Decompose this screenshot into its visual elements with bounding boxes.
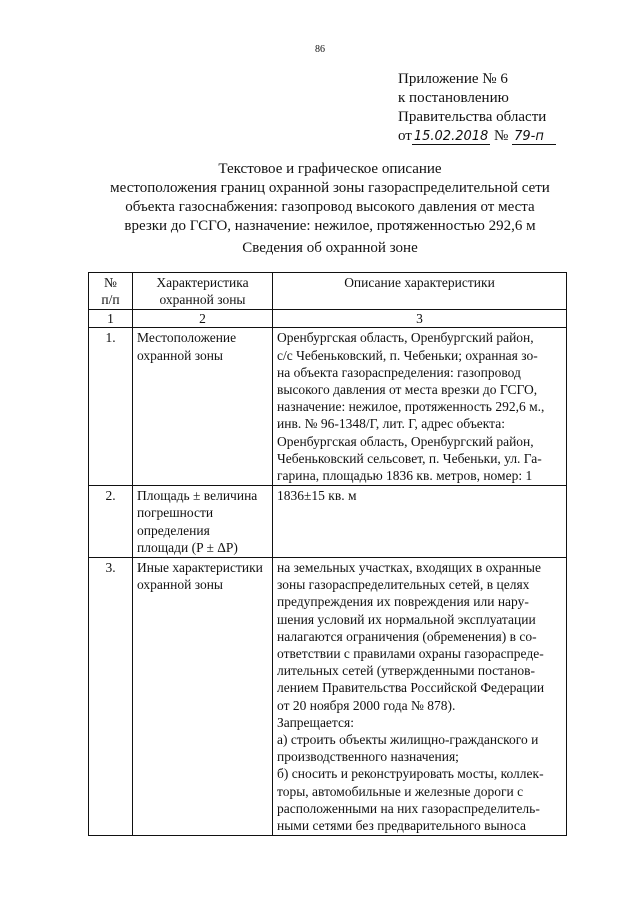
cell-line: 1836±15 кв. м <box>277 488 357 504</box>
row-characteristic <box>133 558 273 836</box>
cell-line: предупреждения их повреждения или нару- <box>277 594 529 610</box>
appendix-title: Приложение № 6 <box>398 71 508 87</box>
row-number: 1. <box>89 328 133 486</box>
cell-line: на объекта газораспределения: газопровод <box>277 364 521 380</box>
cell-line: торы, автомобильные и железные дороги с <box>277 783 524 799</box>
row-characteristic <box>133 486 273 558</box>
cell-line: шения условий их нормальной эксплуатации <box>277 611 536 627</box>
zone-info-table <box>88 272 567 836</box>
cell-line: лительных сетей (утвержденными постанов- <box>277 663 536 679</box>
title-line: врезки до ГСГО, назначение: нежилое, протяженностью 292,6 м <box>124 218 536 234</box>
column-index-row <box>89 310 567 328</box>
date-prefix: от <box>398 128 412 144</box>
row-characteristic <box>133 328 273 486</box>
table-row <box>89 558 567 836</box>
cell-line: на земельных участках, входящих в охранные <box>277 560 541 576</box>
cell-line: площади (P ± ΔP) <box>137 539 238 555</box>
cell-line: лением Правительства Российской Федерации <box>277 680 545 696</box>
cell-line: ответствии с правилами охраны газораспреде- <box>277 646 544 662</box>
page-number: 86 <box>315 44 325 55</box>
cell-line: гарина, площадью 1836 кв. метров, номер: 1 <box>277 468 533 484</box>
handwritten-date: 15.02.2018 <box>413 129 489 144</box>
cell-line: инв. № 96-1348/Г, лит. Г, адрес объекта: <box>277 416 505 432</box>
row-number: 2. <box>89 486 133 558</box>
header-char-line1: Характеристика <box>156 275 249 290</box>
section-subtitle: Сведения об охранной зоне <box>242 240 418 256</box>
cell-line: Площадь ± величина <box>137 488 258 504</box>
column-index: 3 <box>273 310 567 328</box>
cell-line: расположенными на них газораспределитель- <box>277 800 540 816</box>
header-number-line1: № <box>104 275 117 290</box>
cell-line: назначение: нежилое, протяженность 292,6 м., <box>277 399 545 415</box>
cell-line: Запрещается: <box>277 714 354 730</box>
cell-line: Местоположение <box>137 330 237 346</box>
cell-line: с/с Чебеньковский, п. Чебеньки; охранная зо- <box>277 347 538 363</box>
header-number <box>89 273 133 310</box>
appendix-date-line <box>398 127 628 146</box>
cell-line: производственного назначения; <box>277 749 459 765</box>
cell-line: Чебеньковский сельсовет, п. Чебеньки, ул. Га- <box>277 450 542 466</box>
header-char-line2: охранной зоны <box>159 292 246 308</box>
title-line: объекта газоснабжения: газопровод высокого давления от места <box>125 199 535 215</box>
cell-line: б) сносить и реконструировать мосты, коллек- <box>277 766 544 782</box>
cell-line: Оренбургская область, Оренбургский район, <box>277 330 534 346</box>
cell-line: определения <box>137 522 210 538</box>
column-index: 1 <box>89 310 133 328</box>
row-description <box>273 328 567 486</box>
appendix-government: Правительства области <box>398 109 547 125</box>
column-index: 2 <box>133 310 273 328</box>
appendix-resolution: к постановлению <box>398 90 509 106</box>
table-row <box>89 486 567 558</box>
cell-line: охранной зоны <box>137 347 224 363</box>
header-description: Описание характеристики <box>273 273 567 310</box>
table-row <box>89 328 567 486</box>
cell-line: Иные характеристики <box>137 560 263 576</box>
header-characteristic <box>133 273 273 310</box>
handwritten-number: 79-п <box>512 130 556 145</box>
row-number: 3. <box>89 558 133 836</box>
cell-line: налагаются ограничения (обременения) в со- <box>277 628 537 644</box>
cell-line: от 20 ноября 2000 года № 878). <box>277 697 456 713</box>
cell-line: Оренбургская область, Оренбургский район, <box>277 433 534 449</box>
row-description <box>273 486 567 558</box>
cell-line: а) строить объекты жилищно-гражданского и <box>277 732 539 748</box>
header-number-line2: п/п <box>101 292 120 308</box>
cell-line: ными сетями без предварительного выноса <box>277 818 527 834</box>
document-title <box>110 160 550 236</box>
appendix-block <box>398 70 628 146</box>
cell-line: охранной зоны <box>137 577 224 593</box>
title-line: Текстовое и графическое описание <box>218 161 442 177</box>
table-header-row <box>89 273 567 310</box>
cell-line: высокого давления от места врезки до ГСГО, <box>277 382 538 398</box>
row-description <box>273 558 567 836</box>
number-sign: № <box>494 128 509 144</box>
cell-line: погрешности <box>137 505 214 521</box>
cell-line: зоны газораспределительных сетей, в целях <box>277 577 530 593</box>
title-line: местоположения границ охранной зоны газораспределительной сети <box>110 180 550 196</box>
